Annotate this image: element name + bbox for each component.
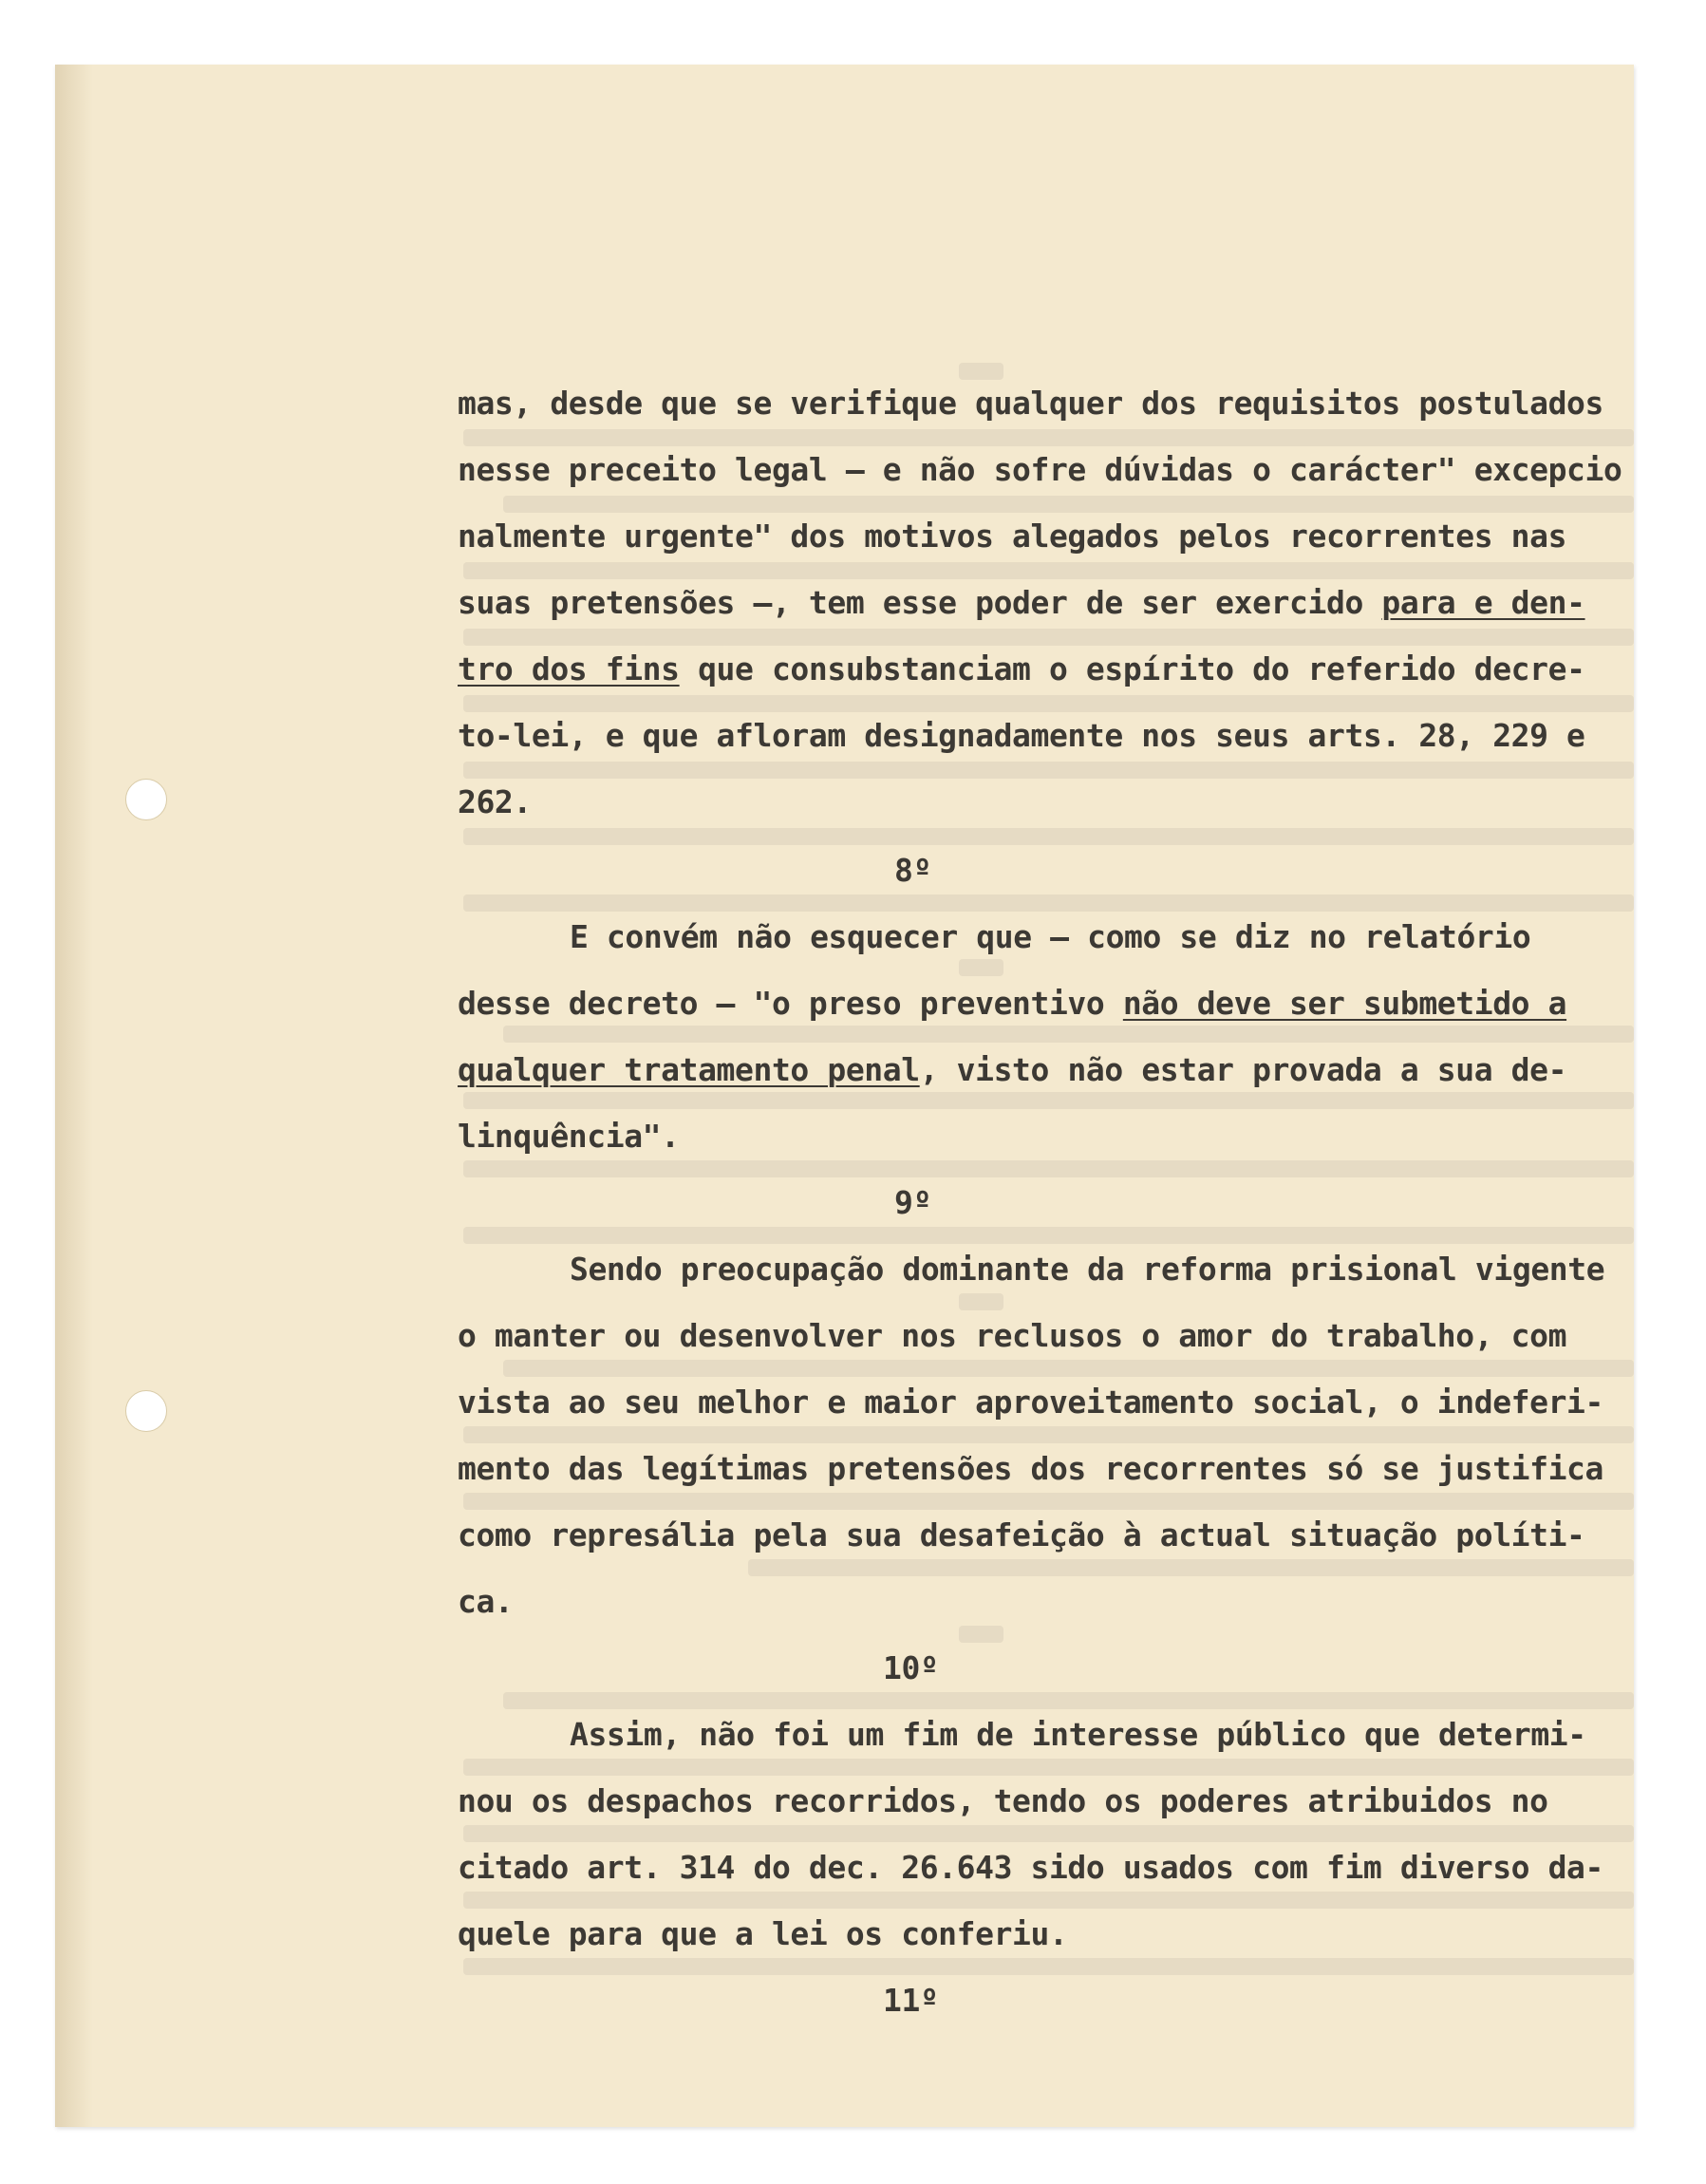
text-line: nou os despachos recorridos, tendo os poderes atribuidos no [458, 1782, 1548, 1819]
text-span: desse decreto — "o preso preventivo [458, 985, 1123, 1022]
text-line [458, 982, 1566, 1026]
text-line: mas, desde que se verifique qualquer dos requisitos postulados [458, 385, 1603, 422]
text-line: Assim, não foi um fim de interesse público que determi- [570, 1716, 1586, 1753]
text-line: nalmente urgente" dos motivos alegados pelos recorrentes nas [458, 518, 1567, 555]
text-line: E convém não esquecer que — como se diz no relatório [570, 918, 1531, 955]
text-line: vista ao seu melhor e maior aproveitamento social, o indeferi- [458, 1384, 1603, 1421]
section-number-9: 9º [894, 1184, 931, 1221]
text-line: to-lei, e que afloram designadamente nos seus arts. 28, 229 e [458, 717, 1585, 754]
text-line: linquência". [458, 1118, 680, 1155]
text-span: suas pretensões —, tem esse poder de ser exercido [458, 584, 1382, 621]
underlined-text: qualquer tratamento penal [458, 1051, 920, 1088]
text-line: ca. [458, 1583, 514, 1620]
text-line: 262. [458, 783, 532, 820]
underlined-text: tro dos fins [458, 650, 680, 687]
text-line: o manter ou desenvolver nos reclusos o amor do trabalho, com [458, 1317, 1567, 1354]
text-line: quele para que a lei os conferiu. [458, 1915, 1068, 1952]
text-line: mento das legítimas pretensões dos recorrentes só se justifica [458, 1450, 1603, 1487]
section-number-8: 8º [894, 852, 931, 889]
section-number-11: 11º [883, 1982, 939, 2019]
text-span: , visto não estar provada a sua de- [919, 1051, 1567, 1088]
text-line [458, 648, 1585, 691]
underlined-text: para e den- [1381, 584, 1585, 621]
text-line [458, 1048, 1566, 1092]
text-line: como represália pela sua desafeição à actual situação políti- [458, 1516, 1585, 1553]
text-line: citado art. 314 do dec. 26.643 sido usados com fim diverso da- [458, 1849, 1603, 1886]
text-span: que consubstanciam o espírito do referido decre- [679, 650, 1585, 687]
text-line [458, 581, 1585, 625]
text-line: Sendo preocupação dominante da reforma prisional vigente [570, 1251, 1605, 1288]
underlined-text: não deve ser submetido a [1122, 985, 1567, 1022]
section-number-10: 10º [883, 1649, 939, 1686]
text-line: nesse preceito legal — e não sofre dúvidas o carácter" excepcio [458, 451, 1622, 488]
